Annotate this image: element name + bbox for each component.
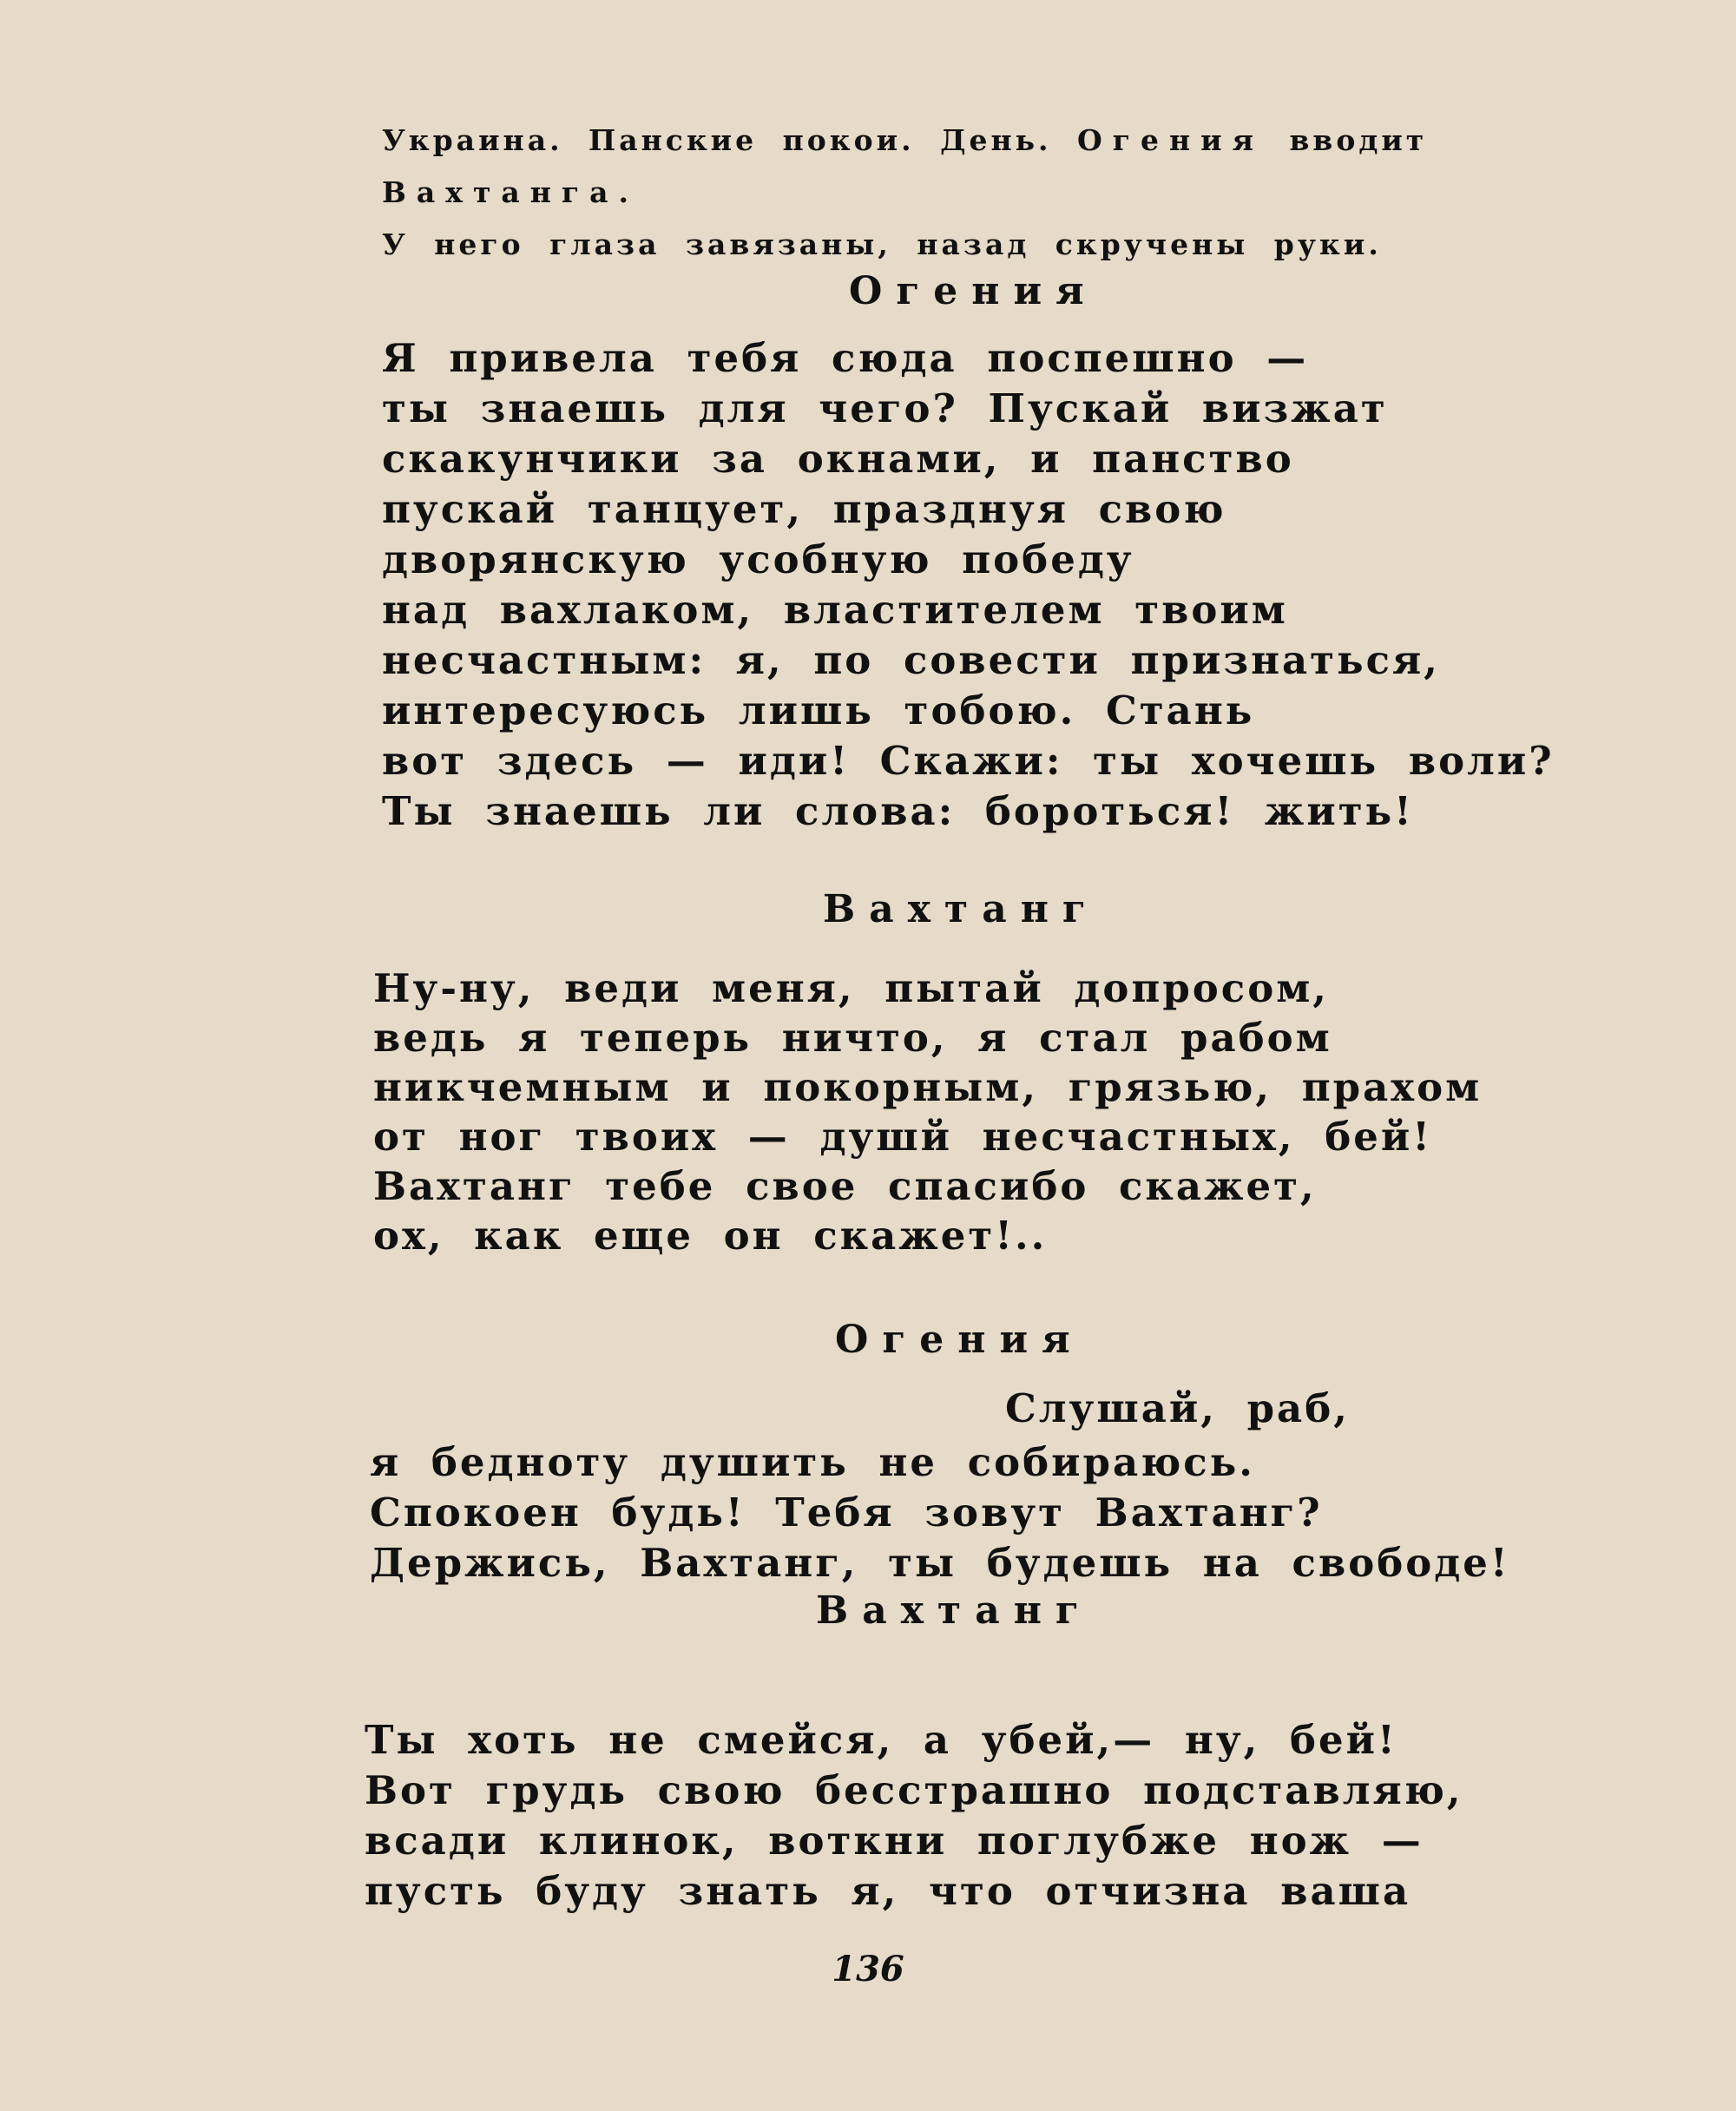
stage-text: Украина. Панские покои. День.	[382, 123, 1052, 157]
verse-line: Ты хоть не смейся, а убей,— ну, бей!	[365, 1717, 1397, 1763]
verse-line: всади клинок, воткни поглубже нож —	[365, 1818, 1424, 1864]
verse-line: Спокоен будь! Тебя зовут Вахтанг?	[370, 1490, 1323, 1536]
verse-line: от ног твоих — душй несчастных, бей!	[373, 1114, 1432, 1160]
verse-line: я бедноту душить не собираюсь.	[370, 1439, 1255, 1485]
verse-line: Ну-ну, веди меня, пытай допросом,	[373, 965, 1329, 1011]
indented-verse-line: Слушай, раб,	[1005, 1385, 1350, 1431]
verse-line: вот здесь — иди! Скажи: ты хочешь воли?	[382, 738, 1555, 784]
verse-block	[382, 333, 1555, 837]
speaker-name: Вахтанг	[816, 1588, 1093, 1633]
stage-direction	[382, 115, 1684, 271]
verse-line: ты знаешь для чего? Пускай визжат	[382, 385, 1388, 431]
stage-name-vakhtang: Вахтанга.	[382, 175, 640, 209]
stage-direction-line-2: У него глаза завязаны, назад скручены руки.	[382, 227, 1382, 261]
stage-direction-line-1	[382, 115, 1684, 219]
verse-line: Вот грудь свою бесстрашно подставляю,	[365, 1767, 1463, 1813]
verse-line: Я привела тебя сюда поспешно —	[382, 335, 1309, 381]
speaker-name: Огения	[835, 1318, 1084, 1362]
page-number: 136	[832, 1949, 904, 1989]
verse-line: скакунчики за окнами, и панство	[382, 436, 1294, 482]
verse-line: пусть буду знать я, что отчизна ваша	[365, 1868, 1411, 1914]
verse-line: Держись, Вахтанг, ты будешь на свободе!	[370, 1540, 1510, 1586]
verse-block	[365, 1715, 1463, 1917]
verse-line: ох, как еще он скажет!..	[373, 1213, 1048, 1259]
speaker-name: Вахтанг	[823, 887, 1100, 931]
verse-line: никчемным и покорным, грязью, прахом	[373, 1064, 1483, 1110]
verse-line: ведь я теперь ничто, я стал рабом	[373, 1015, 1332, 1061]
stage-text: вводит	[1289, 123, 1428, 157]
verse-line: пускай танцует, празднуя свою	[382, 486, 1226, 532]
verse-line: Вахтанг тебе свое спасибо скажет,	[373, 1163, 1317, 1209]
speaker-name: Огения	[849, 269, 1098, 313]
verse-block	[373, 963, 1482, 1260]
verse-line: над вахлаком, властителем твоим	[382, 587, 1288, 633]
verse-line: несчастным: я, по совести признаться,	[382, 637, 1440, 683]
verse-line: интересуюсь лишь тобою. Стань	[382, 687, 1255, 733]
stage-name-ogeniya: Огения	[1076, 123, 1264, 157]
verse-block	[370, 1437, 1510, 1588]
verse-line: Ты знаешь ли слова: бороться! жить!	[382, 788, 1414, 834]
verse-line: дворянскую усобную победу	[382, 536, 1134, 582]
